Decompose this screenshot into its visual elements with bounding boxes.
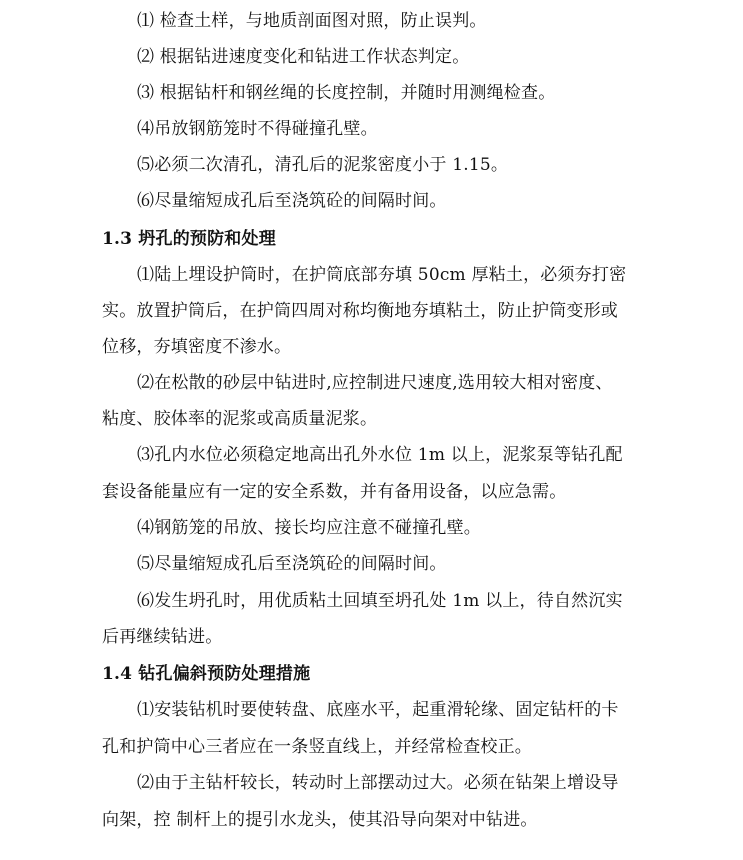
list-item: ⑸必须二次清孔，清孔后的泥浆密度小于 1.15。 (137, 155, 509, 175)
paragraph-line: 向架，控 制杆上的提引水龙头，使其沿导向架对中钻进。 (102, 810, 538, 830)
paragraph-line: ⑴安装钻机时要使转盘、底座水平，起重滑轮缘、固定钻杆的卡 (137, 700, 619, 720)
paragraph-line: 后再继续钻进。 (102, 627, 223, 647)
paragraph-line: ⑵由于主钻杆较长，转动时上部摆动过大。必须在钻架上增设导 (137, 773, 619, 793)
paragraph-line: ⑷钢筋笼的吊放、接长均应注意不碰撞孔壁。 (137, 518, 481, 538)
paragraph-line: ⑶孔内水位必须稳定地高出孔外水位 1m 以上，泥浆泵等钻孔配 (137, 445, 623, 465)
paragraph-line: ⑹发生坍孔时，用优质粘土回填至坍孔处 1m 以上，待自然沉实 (137, 591, 623, 611)
list-item: ⑴ 检查土样，与地质剖面图对照，防止误判。 (137, 11, 487, 31)
list-item: ⑷吊放钢筋笼时不得碰撞孔壁。 (137, 119, 378, 139)
list-item: ⑶ 根据钻杆和钢丝绳的长度控制，并随时用测绳检查。 (137, 83, 556, 103)
paragraph-line: ⑸尽量缩短成孔后至浇筑砼的间隔时间。 (137, 554, 447, 574)
paragraph-line: 孔和护筒中心三者应在一条竖直线上，并经常检查校正。 (102, 737, 532, 757)
paragraph-line: 套设备能量应有一定的安全系数，并有备用设备，以应急需。 (102, 482, 567, 502)
list-item: ⑵ 根据钻进速度变化和钻进工作状态判定。 (137, 47, 470, 67)
paragraph-line: ⑵在松散的砂层中钻进时,应控制进尺速度,选用较大相对密度、 (137, 373, 613, 393)
section-heading-1-3: 1.3 坍孔的预防和处理 (102, 229, 276, 249)
section-heading-1-4: 1.4 钻孔偏斜预防处理措施 (102, 664, 311, 684)
paragraph-line: 位移，夯填密度不渗水。 (102, 337, 292, 357)
list-item: ⑹尽量缩短成孔后至浇筑砼的间隔时间。 (137, 191, 447, 211)
paragraph-line: ⑴陆上埋设护筒时，在护筒底部夯填 50cm 厚粘土，必须夯打密 (137, 265, 627, 285)
paragraph-line: 实。放置护筒后，在护筒四周对称均衡地夯填粘土，防止护筒变形或 (102, 301, 618, 321)
paragraph-line: 粘度、胶体率的泥浆或高质量泥浆。 (102, 409, 378, 429)
